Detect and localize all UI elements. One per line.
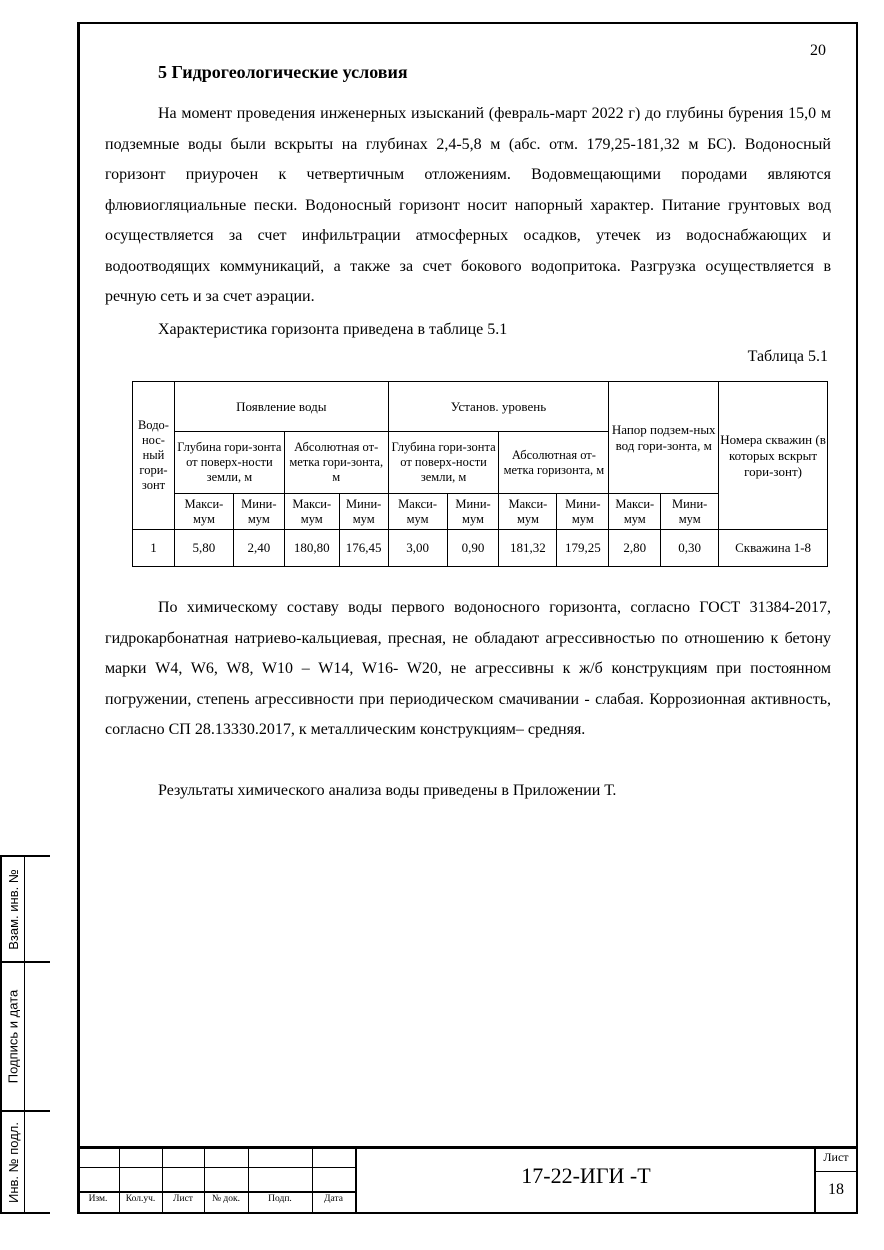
table-cell: Скважина 1-8 [719, 530, 828, 567]
header-max: Макси-мум [388, 494, 447, 530]
table-cell: 1 [133, 530, 175, 567]
table-cell: 3,00 [388, 530, 447, 567]
stamp-label-doc: № док. [211, 1194, 240, 1204]
header-horizon: Водо-нос-ный гори-зонт [133, 382, 175, 530]
paragraph: Характеристика горизонта приведена в таблице 5.1 [158, 321, 508, 338]
table-cell: 181,32 [499, 530, 557, 567]
header-wells: Номера скважин (в которых вскрыт гори-зонт) [719, 382, 828, 530]
document-code: 17-22-ИГИ -Т [521, 1163, 651, 1188]
header-max: Макси-мум [609, 494, 661, 530]
header-established: Установ. уровень [388, 382, 609, 432]
table-cell: 2,80 [609, 530, 661, 567]
header-max: Макси-мум [174, 494, 233, 530]
paragraph: По химическому составу воды первого водоносного горизонта, согласно ГОСТ 31384-2017, гидрокарбонатная натриево-кальциевая, пресная, не обладают агрессивностью по отношению к бетону марки W4, W6, W8, W10 – W14, W16- W20, не агрессивны к ж/б конструкциям при постоянном погружении, степень агрессивности при периодическом смачивании - слабая. Коррозионная активность, согласно СП 28.13330.2017, к металлическим конструкциям– средняя. [105, 599, 831, 738]
stamp-label-kol: Кол.уч. [125, 1194, 156, 1204]
sheet-label: Лист [823, 1150, 849, 1164]
table-caption: Таблица 5.1 [747, 348, 828, 365]
stamp-inv-label: Инв. № подл. [5, 1121, 21, 1203]
header-min: Мини-мум [447, 494, 499, 530]
table-cell: 2,40 [233, 530, 284, 567]
table-cell: 180,80 [284, 530, 339, 567]
table-cell: 0,30 [661, 530, 719, 567]
header-min: Мини-мум [557, 494, 609, 530]
paragraph: Результаты химического анализа воды приведены в Приложении Т. [158, 782, 617, 799]
sheet-number: 18 [828, 1181, 844, 1198]
header-max: Макси-мум [499, 494, 557, 530]
header-pressure: Напор подзем-ных вод гори-зонта, м [609, 382, 719, 494]
header-max: Макси-мум [284, 494, 339, 530]
header-depth-1: Глубина гори-зонта от поверх-ности земли, м [174, 432, 284, 494]
header-min: Мини-мум [339, 494, 388, 530]
header-abs-2: Абсолютная от-метка горизонта, м [499, 432, 609, 494]
table-cell: 176,45 [339, 530, 388, 567]
header-depth-2: Глубина гори-зонта от поверх-ности земли, м [388, 432, 499, 494]
header-min: Мини-мум [661, 494, 719, 530]
stamp-label-izm: Изм. [88, 1194, 108, 1204]
header-appearance: Появление воды [174, 382, 388, 432]
stamp-vzam [0, 855, 50, 963]
stamp-podpis [0, 961, 50, 1112]
stamp-label-date: Дата [324, 1194, 343, 1204]
stamp-inv [0, 1110, 50, 1214]
stamp-vzam-label: Взам. инв. № [5, 868, 21, 950]
header-min: Мини-мум [233, 494, 284, 530]
hydro-table [132, 381, 828, 567]
stamp-label-podp: Подп. [268, 1194, 292, 1204]
page-number: 20 [810, 42, 826, 59]
table-cell: 5,80 [174, 530, 233, 567]
paragraph: На момент проведения инженерных изысканий (февраль-март 2022 г) до глубины бурения 15,0 м подземные воды были вскрыты на глубинах 2,4-5,8 м (абс. отм. 179,25-181,32 м БС). Водоносный горизонт приурочен к четвертичным отложениям. Водовмещающими породами являются флювиогляциальные пески. Водоносный горизонт носит напорный характер. Питание грунтовых вод осуществляется за счет инфильтрации атмосферных осадков, утечек из водоснабжающих и водоотводящих коммуникаций, а также за счет бокового водопритока. Разгрузка осуществляется в речную сеть и за счет аэрации. [105, 105, 831, 305]
section-title: 5 Гидрогеологические условия [158, 62, 408, 82]
table-cell: 0,90 [447, 530, 499, 567]
stamp-podpis-label: Подпись и дата [5, 989, 21, 1084]
stamp-label-list: Лист [173, 1194, 193, 1204]
table-cell: 179,25 [557, 530, 609, 567]
header-abs-1: Абсолютная от-метка гори-зонта, м [284, 432, 388, 494]
